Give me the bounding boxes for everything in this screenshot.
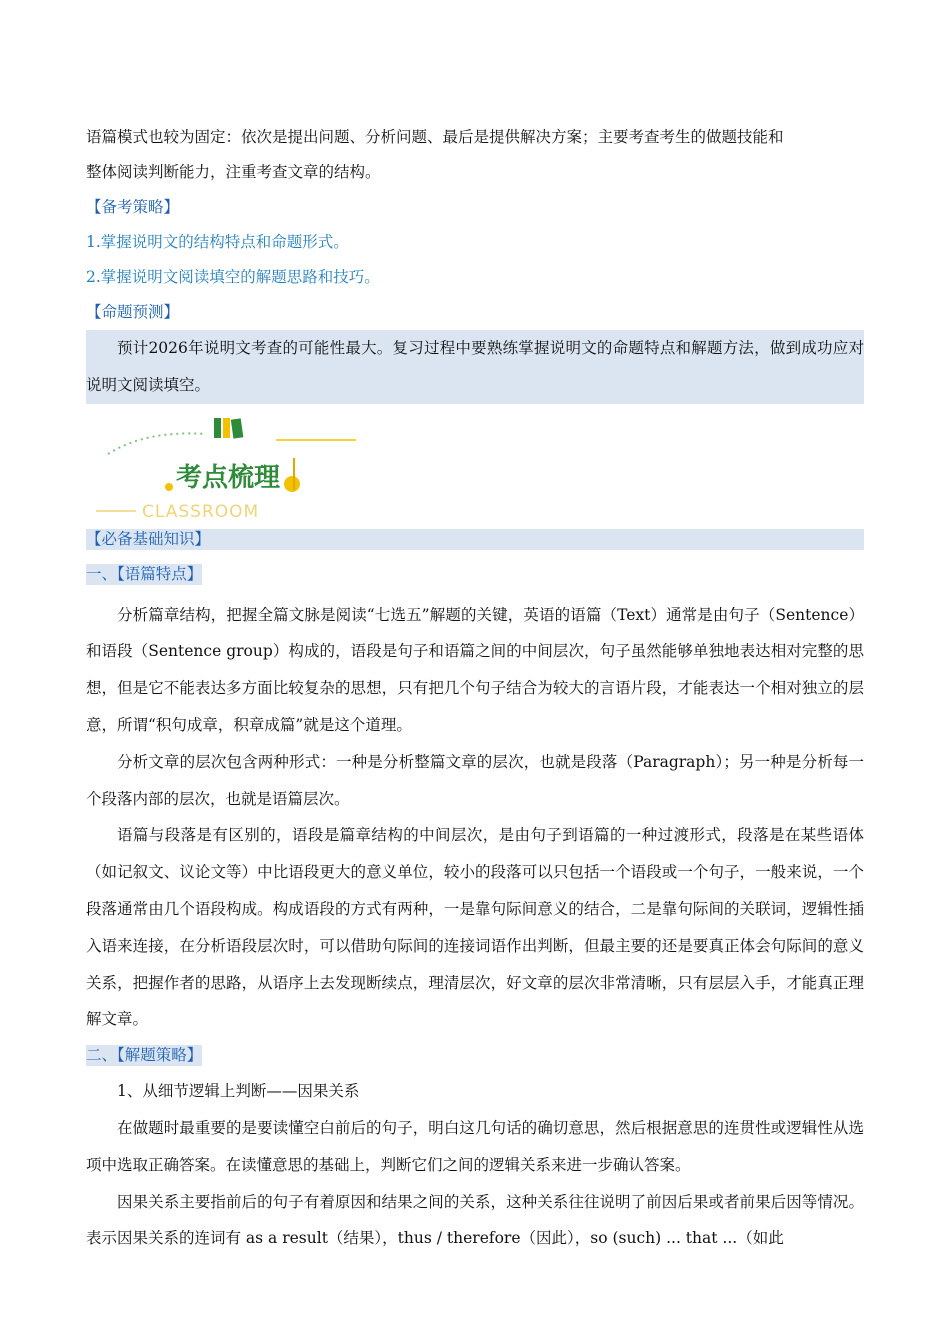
strategy-item-2: 2.掌握说明文阅读填空的解题思路和技巧。 bbox=[86, 268, 380, 286]
section1-para-2: 分析文章的层次包含两种形式：一种是分析整篇文章的层次，也就是段落（Paragraph）；另一种是分析每一个段落内部的层次，也就是语篇层次。 bbox=[86, 752, 864, 808]
section2-subheader: 1、从细节逻辑上判断——因果关系 bbox=[117, 1082, 360, 1101]
strategy-header: 【备考策略】 bbox=[86, 198, 180, 216]
accent-circle-icon bbox=[284, 476, 300, 492]
forecast-text: 预计2026年说明文考查的可能性最大。复习过程中要熟练掌握说明文的命题特点和解题方法，做到成功应对说明文阅读填空。 bbox=[86, 330, 864, 404]
banner-graphic bbox=[96, 410, 366, 522]
banner-title: 考点梳理 bbox=[176, 462, 281, 493]
dotted-arc-icon bbox=[108, 433, 206, 454]
section2-para-1: 在做题时最重要的是要读懂空白前后的句子，明白这几句话的确切意思，然后根据意思的连贯性或逻辑性从选项中选取正确答案。在读懂意思的基础上，判断它们之间的逻辑关系来进一步确认答案。 bbox=[86, 1118, 864, 1174]
strategy-item-1: 1.掌握说明文的结构特点和命题形式。 bbox=[86, 233, 349, 251]
intro-line-2: 整体阅读判断能力，注重考查文章的结构。 bbox=[86, 163, 381, 181]
forecast-header: 【命题预测】 bbox=[86, 303, 180, 321]
intro-line-1: 语篇模式也较为固定：依次是提出问题、分析问题、最后是提供解决方案；主要考查考生的做题技能和 bbox=[86, 128, 784, 146]
section1-header: 一、【语篇特点】 bbox=[86, 564, 203, 583]
section2-header: 二、【解题策略】 bbox=[86, 1046, 203, 1065]
dot-icon bbox=[165, 483, 173, 491]
knowledge-header: 【必备基础知识】 bbox=[86, 529, 864, 550]
section1-para-3: 语篇与段落是有区别的，语段是篇章结构的中间层次，是由句子到语篇的一种过渡形式，段落是在某些语体（如记叙文、议论文等）中比语段更大的意义单位，较小的段落可以只包括一个语段或一个句子，一般来说，一个段落通常由几个语段构成。构成语段的方式有两种，一是靠句际间意义的结合，二是靠句际间的关联词，逻辑性插入语来连接，在分析语段层次时，可以借助句际间的连接词语作出判断，但最主要的还是要真正体会句际间的意义关系，把握作者的思路，从语序上去发现断续点，理清层次，好文章的层次非常清晰，只有层层入手，才能真正理解文章。 bbox=[86, 826, 864, 1029]
classroom-banner bbox=[86, 404, 864, 522]
section1-para-1: 分析篇章结构，把握全篇文脉是阅读“七选五”解题的关键，英语的语篇（Text）通常是由句子（Sentence）和语段（Sentence group）构成的，语段是句子和语篇之间的中间层次，句子虽然能够单独地表达相对完整的思想，但是它不能表达多方面比较复杂的思想，只有把几个句子结合为较大的言语片段，才能表达一个相对独立的层意，所谓“积句成章，积章成篇”就是这个道理。 bbox=[86, 605, 864, 734]
book-icon bbox=[214, 418, 243, 439]
banner-subtitle: CLASSROOM bbox=[142, 501, 260, 522]
section2-para-2: 因果关系主要指前后的句子有着原因和结果之间的关系，这种关系往往说明了前因后果或者前果后因等情况。表示因果关系的连词有 as a result（结果），thus / therefore（因此），so (such) ... that ...（如此 bbox=[86, 1192, 864, 1248]
document-page bbox=[86, 120, 864, 1257]
